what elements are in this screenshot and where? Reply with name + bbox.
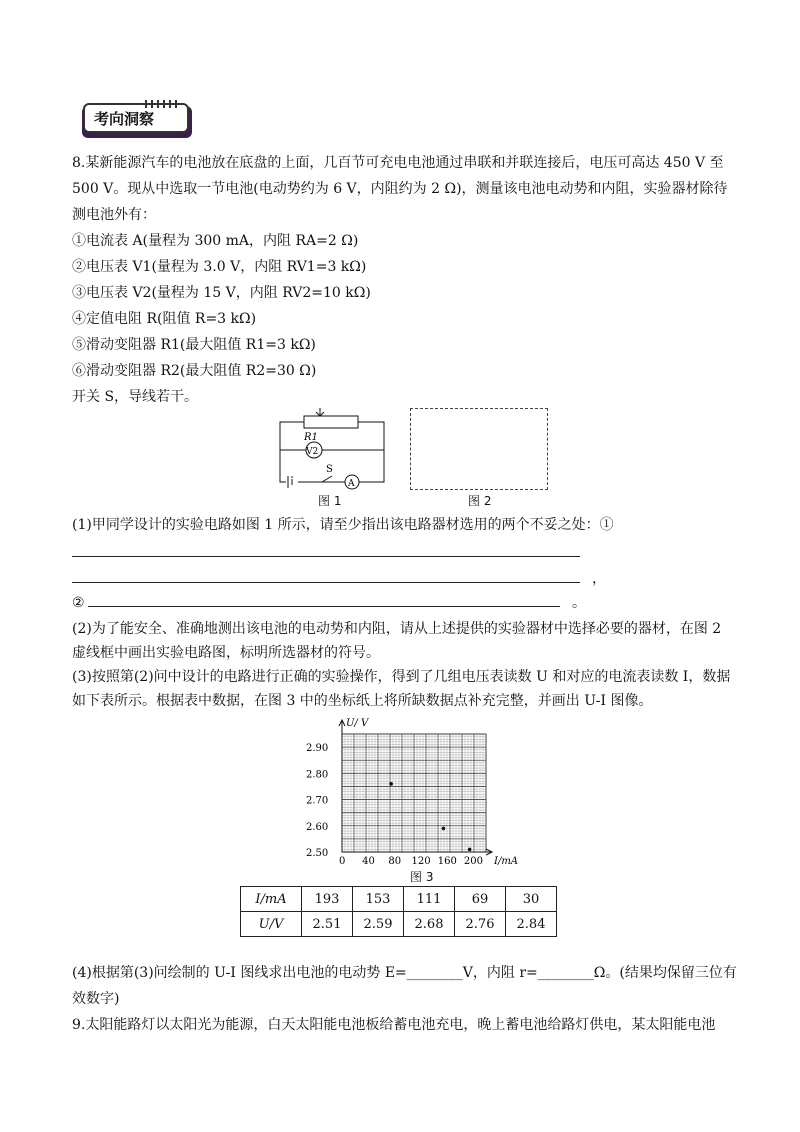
u-i-chart	[300, 712, 530, 868]
x-tick-label: 40	[362, 856, 375, 867]
table-cell: 193	[302, 887, 353, 912]
mark-2: ②	[72, 595, 85, 611]
y-tick-label: 2.70	[306, 795, 329, 807]
y-tick-label: 2.90	[306, 743, 329, 755]
figure-1-caption: 图 1	[318, 494, 342, 508]
r1-label: R1	[304, 432, 318, 443]
badge-label: 考向洞察	[94, 110, 155, 128]
q8-intro-line-2: 500 V。现从中选取一节电池(电动势约为 6 V，内阻约为 2 Ω)，测量该电池电动势和内阻，实验器材除待	[72, 181, 728, 197]
switch-label: S	[326, 464, 333, 475]
y-tick-label: 2.60	[306, 821, 329, 833]
table-cell: 2.68	[404, 912, 455, 937]
table-cell: 153	[353, 887, 404, 912]
table-cell: 30	[506, 887, 557, 912]
circuit-figure-1	[272, 408, 392, 492]
x-tick-label: 120	[411, 856, 431, 867]
equipment-item: ③电压表 V2(量程为 15 V，内阻 RV2=10 kΩ)	[72, 285, 371, 301]
equipment-item: ①电流表 A(量程为 300 mA，内阻 RA=2 Ω)	[72, 233, 359, 249]
table-cell: 2.59	[353, 912, 404, 937]
equipment-item: ②电压表 V1(量程为 3.0 V，内阻 RV1=3 kΩ)	[72, 259, 367, 275]
section-badge	[80, 100, 196, 140]
switch-line: 开关 S，导线若干。	[72, 389, 199, 405]
row-header: I/mA	[241, 887, 302, 912]
data-point	[389, 782, 393, 786]
table-cell: 2.51	[302, 912, 353, 937]
comma: ，	[592, 571, 606, 587]
figure-3-caption: 图 3	[410, 870, 434, 884]
equipment-item: ④定值电阻 R(阻值 R=3 kΩ)	[72, 311, 257, 327]
data-point	[468, 848, 472, 852]
q8-intro-line-1: 8.某新能源汽车的电池放在底盘的上面，几百节可充电电池通过串联和并联连接后，电压可高达 450 V 至	[72, 155, 724, 171]
part-4-line-2: 效数字)	[72, 991, 120, 1007]
equipment-item: ⑥滑动变阻器 R2(最大阻值 R2=30 Ω)	[72, 363, 317, 379]
answer-blank[interactable]	[72, 556, 580, 557]
data-table	[240, 886, 557, 937]
table-row	[241, 887, 557, 912]
part-4-line-1: (4)根据第(3)问绘制的 U-I 图线求出电池的电动势 E=________V，内阻 r=________Ω。(结果均保留三位有	[72, 965, 737, 981]
part-3-line-2: 如下表所示。根据表中数据，在图 3 中的坐标纸上将所缺数据点补充完整，并画出 U-I 图像。	[72, 693, 653, 709]
data-point	[442, 827, 446, 831]
table-row	[241, 912, 557, 937]
part-2-line-2: 虚线框中画出实验电路图，标明所选器材的符号。	[72, 645, 380, 661]
y-axis-label: U/ V	[346, 718, 369, 729]
x-tick-label: 160	[437, 856, 457, 867]
drawing-box-figure-2[interactable]	[410, 408, 548, 490]
answer-blank[interactable]	[72, 582, 580, 583]
row-header: U/V	[241, 912, 302, 937]
part-1-text: (1)甲同学设计的实验电路如图 1 所示，请至少指出该电路器材选用的两个不妥之处：①	[72, 517, 614, 533]
x-tick-label: 80	[388, 856, 402, 867]
table-cell: 2.76	[455, 912, 506, 937]
y-tick-label: 2.50	[306, 848, 329, 859]
part-2-line-1: (2)为了能安全、准确地测出该电池的电动势和内阻，请从上述提供的实验器材中选择必要的器材，在图 2	[72, 621, 722, 637]
x-axis-label: I/mA	[494, 856, 519, 867]
figure-2-caption: 图 2	[468, 494, 492, 508]
period: 。	[572, 595, 586, 611]
table-cell: 2.84	[506, 912, 557, 937]
ammeter-label: A	[348, 479, 355, 489]
y-tick-label: 2.80	[306, 769, 329, 781]
v2-label: V2	[306, 447, 319, 457]
q8-intro-line-3: 测电池外有：	[72, 207, 156, 223]
x-tick-label: 0	[339, 856, 346, 867]
table-cell: 111	[404, 887, 455, 912]
table-cell: 69	[455, 887, 506, 912]
part-3-line-1: (3)按照第(2)问中设计的电路进行正确的实验操作，得到了几组电压表读数 U 和对应的电流表读数 I，数据	[72, 669, 731, 685]
x-tick-label: 200	[463, 856, 484, 867]
equipment-item: ⑤滑动变阻器 R1(最大阻值 R1=3 kΩ)	[72, 337, 316, 353]
q9-line-1: 9.太阳能路灯以太阳光为能源，白天太阳能电池板给蓄电池充电，晚上蓄电池给路灯供电，某太阳能电池	[72, 1017, 716, 1033]
answer-blank[interactable]	[88, 606, 560, 607]
